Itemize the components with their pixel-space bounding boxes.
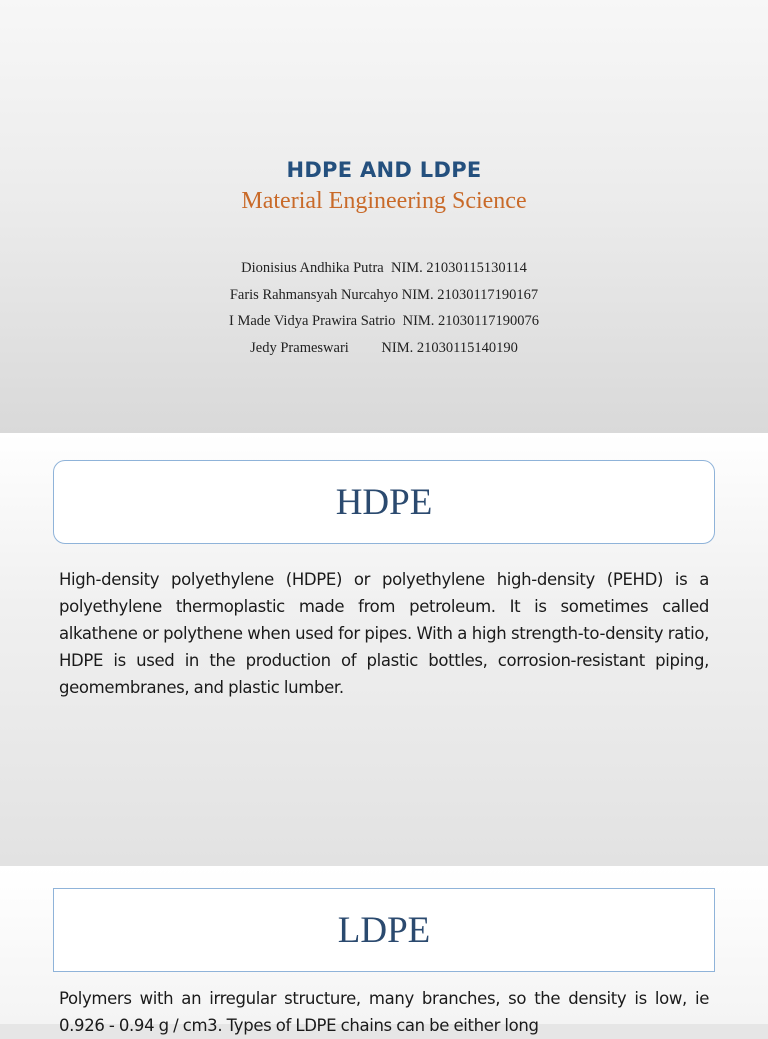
ldpe-heading: LDPE [337, 909, 431, 951]
hdpe-slide [0, 433, 768, 866]
hdpe-description: High-density polyethylene (HDPE) or polyethylene high-density (PEHD) is a polyethylene thermoplastic made from petroleum. It is sometimes called alkathene or polythene when used for pipes. With a high strength-to-density ratio, HDPE is used in the production of plastic bottles, corrosion-resistant piping, geomembranes, and plastic lumber. [59, 570, 709, 697]
author-list [0, 258, 768, 364]
ldpe-slide [0, 866, 768, 1035]
hdpe-heading: HDPE [335, 481, 433, 523]
presentation-title: HDPE AND LDPE [286, 158, 482, 182]
author-line: Faris Rahmansyah Nurcahyo NIM. 21030117190167 [229, 286, 539, 303]
ldpe-description: Polymers with an irregular structure, many branches, so the density is low, ie 0.926 - 0.94 g / cm3. Types of LDPE chains can be either long [59, 989, 709, 1035]
presentation-subtitle: Material Engineering Science [241, 188, 527, 214]
hdpe-heading-box [53, 460, 715, 544]
title-slide [0, 0, 768, 433]
ldpe-heading-box [53, 888, 715, 972]
author-line: Dionisius Andhika Putra NIM. 21030115130114 [241, 260, 527, 276]
author-line: I Made Vidya Prawira Satrio NIM. 21030117190076 [228, 313, 540, 329]
author-line: Jedy Prameswari NIM. 21030115140190 [250, 339, 518, 356]
